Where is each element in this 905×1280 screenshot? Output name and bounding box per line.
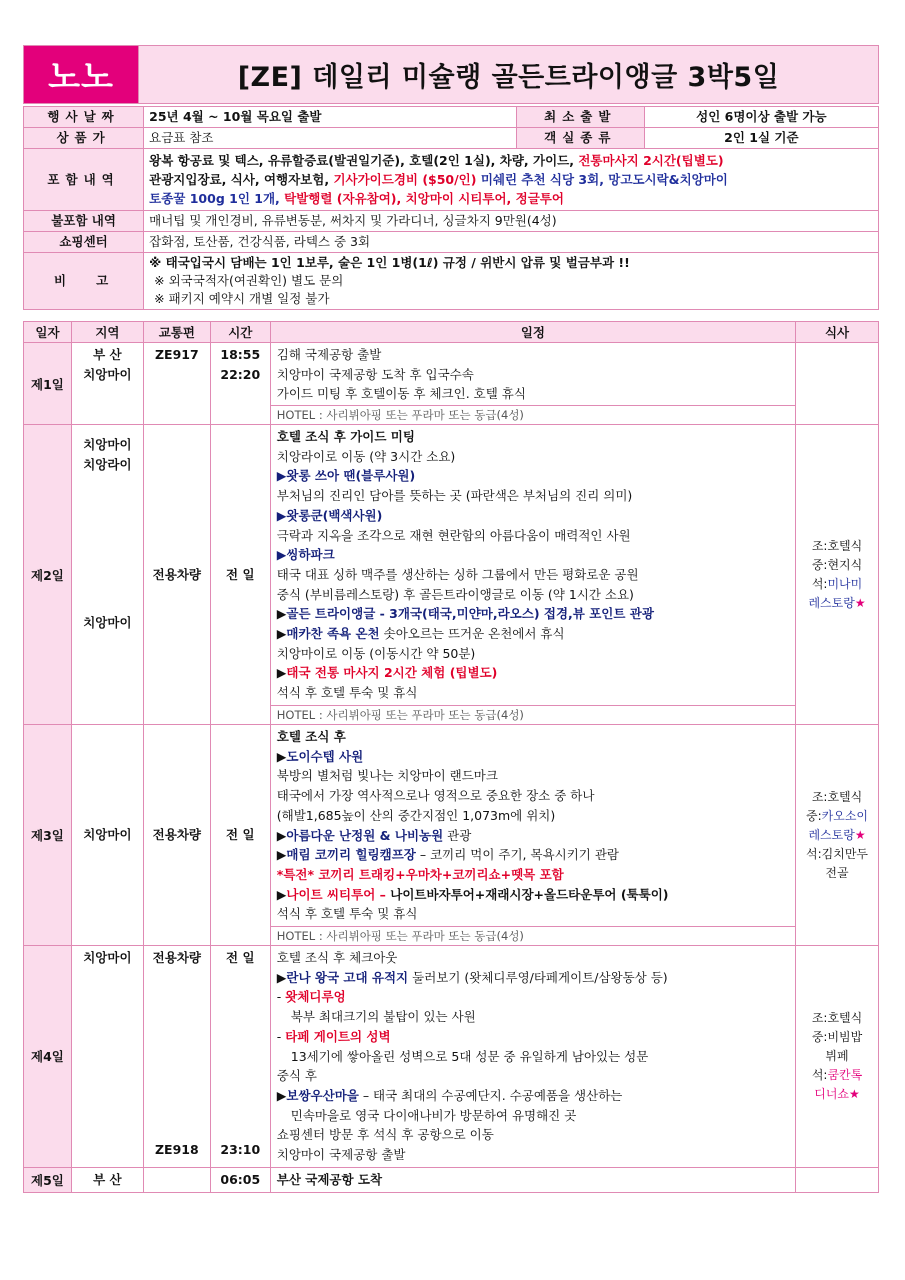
meal-lunch: 중:현지식	[811, 557, 863, 572]
region: 치앙라이	[83, 457, 132, 472]
attraction-title: 아름다운 난정원 & 나비농원	[286, 827, 444, 843]
itinerary-line: 치앙마이 국제공항 출발	[276, 1147, 406, 1163]
region-cell	[71, 425, 143, 725]
itinerary-line: 김해 국제공항 출발	[276, 347, 382, 362]
itinerary-line	[277, 968, 789, 988]
meal-dinner-venue	[798, 1085, 876, 1104]
brand-logo	[24, 46, 139, 104]
remarks-value	[144, 253, 879, 310]
itinerary-line	[277, 663, 789, 683]
meal-lunch-cont: 뷔페	[825, 1048, 849, 1063]
included-text: 관광지입장료, 식사, 여행자보험,	[149, 172, 334, 187]
meal-dinner: 석:김치만두	[806, 846, 869, 861]
time-cell: 전 일	[210, 425, 270, 725]
itinerary-line: 호텔 조식 후 체크아웃	[276, 950, 398, 966]
region: 치앙마이	[83, 437, 132, 452]
region-cell: 치앙마이	[71, 946, 143, 1168]
attraction-title: ▶왓롱 쓰아 땐(블루사원)	[276, 468, 416, 484]
itinerary-line: 중식 (부비름레스토랑) 후 골든트라이앵글로 이동 (약 1시간 소요)	[276, 586, 634, 602]
remarks-line-2: ※ 외국국적자(여권확인) 별도 문의	[154, 273, 344, 288]
itinerary-text: 솟아오르는 뜨거운 온천에서 휴식	[379, 626, 565, 642]
excluded-label: 불포함 내역	[24, 211, 144, 232]
attraction-title: 나이트 씨티투어 –	[286, 886, 391, 902]
itinerary-line: 극락과 지옥을 조각으로 재현 현란함의 아름다움이 매력적인 사원	[276, 527, 631, 543]
col-header-time: 시간	[210, 322, 270, 343]
itinerary-line: 부처님의 진리인 담아를 뜻하는 곳 (파란색은 부처님의 진리 의미)	[276, 488, 633, 504]
special-benefit: *특전* 코끼리 트래킹+우마차+코끼리쇼+뗏목 포함	[276, 866, 564, 882]
attraction-title: 골든 트라이앵글 - 3개국(태국,미얀마,라오스) 접경,뷰 포인트 관광	[286, 606, 654, 622]
col-header-day: 일자	[24, 322, 72, 343]
time: 전 일	[226, 950, 255, 966]
bullet: ▶	[276, 847, 287, 863]
meal-breakfast: 조:호텔식	[811, 1010, 863, 1025]
itinerary-line: 북방의 별처럼 빛나는 치앙마이 랜드마크	[276, 768, 498, 784]
attraction-title: 매림 코끼리 힐링캠프장	[286, 847, 416, 863]
included-highlight: 토종꿀 100g 1인 1개,	[149, 191, 285, 206]
header-table	[23, 45, 879, 104]
attraction-title: 보쌍우산마을	[286, 1087, 359, 1103]
bullet: ▶	[276, 1087, 287, 1103]
itinerary-line: 치앙라이로 이동 (약 3시간 소요)	[276, 448, 456, 464]
itinerary-line: 태국 대표 싱하 맥주를 생산하는 싱하 그룹에서 만든 평화로운 공원	[276, 566, 639, 582]
day-label: 제1일	[24, 343, 72, 425]
meal-venue: 카오소이	[821, 808, 869, 823]
meal-prefix: 석:	[811, 576, 828, 591]
meal-venue: 미나미	[827, 576, 863, 591]
bullet: ▶	[276, 626, 287, 642]
included-line-2	[149, 170, 873, 189]
included-line-1	[149, 151, 873, 170]
itinerary-text: – 코끼리 먹이 주기, 목욕시키기 관람	[415, 847, 619, 863]
star-icon: ★	[849, 1086, 860, 1101]
day-row-1	[24, 343, 879, 425]
time: 23:10	[220, 1142, 261, 1158]
itinerary-line	[277, 747, 789, 767]
bullet: -	[276, 1028, 286, 1044]
meals-cell	[796, 425, 879, 725]
remarks-line-1: ※ 태국입국시 담배는 1인 1보루, 술은 1인 1병(1ℓ) 규정 / 위반시 압류 및 벌금부과 !!	[149, 255, 630, 270]
included-value	[144, 149, 879, 211]
meals-cell	[796, 1167, 879, 1192]
meal-venue: 디너쇼	[814, 1086, 850, 1101]
attraction-title: 란나 왕국 고대 유적지	[286, 969, 409, 985]
region: 치앙마이	[83, 367, 132, 382]
itinerary-line	[277, 1027, 789, 1047]
itinerary-cell	[270, 425, 795, 725]
bullet: -	[276, 989, 286, 1005]
itinerary-line: 13세기에 쌓아올린 성벽으로 5대 성문 중 유일하게 남아있는 성문	[290, 1048, 649, 1064]
remarks-label: 비고	[24, 253, 144, 310]
region-cell: 치앙마이	[71, 725, 143, 946]
itinerary-line: 치앙마이 국제공항 도착 후 입국수속	[276, 366, 474, 382]
region-cell: 부 산	[71, 1167, 143, 1192]
itinerary-cell	[270, 725, 795, 946]
itinerary-line	[277, 1086, 789, 1106]
period-value: 25년 4월 ~ 10월 목요일 출발	[144, 107, 517, 128]
itinerary-line: 석식 후 호텔 투숙 및 휴식	[276, 906, 418, 922]
itinerary-line	[277, 624, 789, 644]
hotel-info: HOTEL : 사리뷔아핑 또는 푸라마 또는 동급(4성)	[271, 405, 795, 424]
page-title: [ZE] 데일리 미슐랭 골든트라이앵글 3박5일	[237, 62, 780, 93]
meal-dinner-venue	[798, 594, 876, 613]
attraction-title: ▶왓롱쿤(백색사원)	[276, 507, 383, 523]
min-departure-value: 성인 6명이상 출발 가능	[644, 107, 878, 128]
col-header-region: 지역	[71, 322, 143, 343]
day-label: 제3일	[24, 725, 72, 946]
bullet: ▶	[276, 606, 287, 622]
day-label: 제2일	[24, 425, 72, 725]
transport-cell: 전용차량	[143, 725, 210, 946]
included-highlight: 기사가이드경비 ($50/인)	[333, 172, 477, 187]
room-type-label: 객실종류	[516, 128, 644, 149]
room-type-value: 2인 1실 기준	[644, 128, 878, 149]
col-header-itinerary: 일정	[270, 322, 795, 343]
itinerary-line: 민속마을로 영국 다이애나비가 방문하여 유명해진 곳	[290, 1107, 577, 1123]
min-departure-label: 최소출발	[516, 107, 644, 128]
attraction-title: 태국 전통 마사지 2시간 체험 (팁별도)	[286, 665, 498, 681]
included-text: 왕복 항공료 및 텍스, 유류할증료(발권일기준), 호텔(2인 1실), 차량, 가이드,	[149, 153, 579, 168]
shopping-label: 쇼핑센터	[24, 232, 144, 253]
hotel-info: HOTEL : 사리뷔아핑 또는 푸라마 또는 동급(4성)	[271, 926, 795, 945]
itinerary-line	[277, 885, 789, 905]
itinerary-text: 관광	[443, 827, 472, 843]
region: 부 산	[93, 347, 122, 362]
meals-cell	[796, 946, 879, 1168]
itinerary-cell	[270, 946, 795, 1168]
itinerary-line	[277, 845, 789, 865]
meal-lunch-venue	[798, 826, 876, 845]
itinerary-line: 호텔 조식 후 가이드 미팅	[276, 429, 415, 444]
itinerary-text: 둘러보기 (왓체디루영/타페게이트/삼왕동상 등)	[408, 969, 668, 985]
itinerary-line: 북부 최대크기의 불탑이 있는 사원	[290, 1009, 476, 1025]
time: 18:55	[220, 347, 261, 362]
itinerary-line	[277, 826, 789, 846]
meal-breakfast: 조:호텔식	[811, 538, 863, 553]
attraction-title: 왓체디루엉	[285, 989, 346, 1005]
schedule-table	[23, 321, 879, 1193]
attraction-title: ▶씽하파크	[276, 547, 335, 563]
remarks-line-3: ※ 패키지 예약시 개별 일정 불가	[154, 291, 330, 306]
itinerary-line: 치앙마이로 이동 (이동시간 약 50분)	[276, 645, 476, 661]
day-label: 제4일	[24, 946, 72, 1168]
day-row-5	[24, 1167, 879, 1192]
price-value: 요금표 참조	[144, 128, 517, 149]
day-label: 제5일	[24, 1167, 72, 1192]
transport-cell	[143, 343, 210, 425]
itinerary-text: – 태국 최대의 수공예단지. 수공예품을 생산하는	[358, 1087, 623, 1103]
attraction-title: 도이수텝 사원	[286, 748, 364, 764]
attraction-title: 타페 게이트의 성벽	[285, 1028, 391, 1044]
itinerary-line	[277, 604, 789, 624]
itinerary-line: (해발1,685높이 산의 중간지점인 1,073m에 위치)	[276, 807, 556, 823]
hotel-info: HOTEL : 사리뷔아핑 또는 푸라마 또는 동급(4성)	[271, 705, 795, 724]
meals-cell	[796, 725, 879, 946]
transport-cell	[143, 946, 210, 1168]
time-cell: 전 일	[210, 725, 270, 946]
itinerary-text: 나이트바자투어+재래시장+올드타운투어 (툭툭이)	[390, 886, 669, 902]
col-header-transport: 교통편	[143, 322, 210, 343]
period-label: 행사날짜	[24, 107, 144, 128]
meal-lunch: 중:비빔밥	[811, 1029, 863, 1044]
col-header-meals: 식사	[796, 322, 879, 343]
meals-cell	[796, 343, 879, 425]
meal-venue: 쿰칸톡	[827, 1067, 863, 1082]
flight-number: ZE918	[154, 1142, 199, 1158]
meal-breakfast: 조:호텔식	[811, 789, 863, 804]
bullet: ▶	[276, 827, 287, 843]
day-row-2	[24, 425, 879, 725]
included-highlight: 미쉐린 추천 식당 3회, 망고도시락&치앙마이	[476, 172, 728, 187]
region: 치앙마이	[83, 615, 132, 630]
transport-cell	[143, 1167, 210, 1192]
day-row-3	[24, 725, 879, 946]
price-label: 상품가	[24, 128, 144, 149]
meal-lunch	[798, 807, 876, 826]
itinerary-line: 호텔 조식 후	[276, 729, 346, 744]
itinerary-line: 태국에서 가장 역사적으로나 영적으로 중요한 장소 중 하나	[276, 788, 595, 804]
bullet: ▶	[276, 748, 287, 764]
itinerary-cell	[270, 1167, 795, 1192]
excluded-value: 매너팁 및 개인경비, 유류변동분, 써차지 및 가라디너, 싱글차지 9만원(4성)	[144, 211, 879, 232]
flight-number: ZE917	[154, 347, 199, 362]
time-cell	[210, 343, 270, 425]
itinerary-line: 중식 후	[276, 1068, 317, 1084]
shopping-value: 잡화점, 토산품, 건강식품, 라텍스 중 3회	[144, 232, 879, 253]
star-icon: ★	[854, 595, 866, 610]
itinerary-line	[277, 987, 789, 1007]
meal-dinner	[798, 1066, 876, 1085]
bullet: ▶	[276, 665, 287, 681]
itinerary-line: 부산 국제공항 도착	[276, 1171, 383, 1187]
transport: 전용차량	[152, 950, 201, 966]
region-cell	[71, 343, 143, 425]
meal-dinner	[798, 575, 876, 594]
transport-cell: 전용차량	[143, 425, 210, 725]
itinerary-line: 쇼핑센터 방문 후 석식 후 공항으로 이동	[276, 1127, 494, 1143]
bullet: ▶	[276, 969, 287, 985]
time-cell: 06:05	[210, 1167, 270, 1192]
bullet: ▶	[276, 886, 287, 902]
included-label: 포함내역	[24, 149, 144, 211]
time: 22:20	[220, 367, 261, 382]
itinerary-line: 가이드 미팅 후 호텔이동 후 체크인. 호텔 휴식	[276, 386, 526, 402]
itinerary-line: 석식 후 호텔 투숙 및 휴식	[276, 685, 418, 701]
meal-dinner-cont: 전골	[825, 865, 849, 880]
logo-text: 노노	[48, 57, 114, 96]
day-row-4	[24, 946, 879, 1168]
included-highlight: 전통마사지 2시간(팁별도)	[578, 153, 724, 168]
meal-venue: 레스토랑	[808, 595, 855, 610]
attraction-title: 매카찬 족욕 온천	[286, 626, 380, 642]
meal-prefix: 중:	[806, 808, 822, 823]
time-cell	[210, 946, 270, 1168]
meal-prefix: 석:	[811, 1067, 828, 1082]
title-cell	[139, 46, 879, 104]
included-line-3	[149, 189, 873, 208]
included-highlight: 탁발행렬 (자유참여), 치앙마이 시티투어, 정글투어	[284, 191, 564, 206]
meal-venue: 레스토랑	[808, 827, 855, 842]
itinerary-cell	[270, 343, 795, 425]
star-icon: ★	[854, 827, 866, 842]
info-table	[23, 106, 879, 310]
